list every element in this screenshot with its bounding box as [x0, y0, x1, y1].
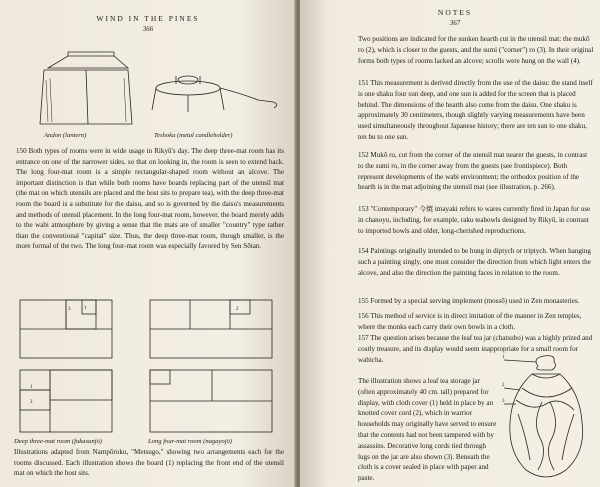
- svg-text:2: 2: [236, 307, 239, 312]
- svg-text:1: 1: [30, 385, 33, 390]
- note-150-continued: Two positions are indicated for the sunken hearth cut in the utensil mat: the mukō ro (2), which is closer to the guests, and the sumi ("corner") ro (3). In their original forms both types of rooms lacked an alcove; scrolls were hung on the wall (4).: [358, 35, 594, 65]
- left-page-number: 366: [142, 25, 154, 33]
- right-running-title: NOTES: [437, 8, 473, 17]
- svg-text:3: 3: [502, 399, 505, 404]
- jar-description: The illustration shows a leaf tea storage jar (often approximately 40 cm. tall) prepared for display, with cloth cover (1) held in place by an knotted cover cord (2), which in warrior households may originally have served to ensure that the contents had not been tampered with by assassins. Decorative long cords tied through lugs on the jar are also shown (3). Beneath the cloth is a cover sealed in place with paper and paste.: [358, 377, 497, 483]
- right-page-number: 367: [449, 19, 461, 27]
- right-page: [300, 0, 600, 487]
- left-main-text: 150 Both types of rooms were in wide usage in Rikyū's day. The deep three-mat room has its entrance on one of the narrower sides, so that on looking in, the room is seen to extend back. The long four-mat room is a simple rectangular-shaped room without an alcove. The important distinction is that while both rooms have boards replacing part of the utensil mat (the mat on which utensils are placed and the host sits to prepare tea), with the deep three-mat room the board is a substitute for the daisu, and so is governed by the daisu's measurements and methods of utensil placement. In the long four-mat room, however, the board merely adds to the wabi atmosphere by giving a sense that the mats are of smaller "country" type rather than the conventional "capital" size. Thus, the deep three-mat room, though smaller, is the more formal of the two. The long four-mat room was especially favored by Sen Sōtan.: [16, 147, 284, 251]
- note-157: 157 The question arises because the leaf tea jar (chatsubo) was a highly prized and costly treasure, and its display would seem inappropriate for a small room for wabicha.: [358, 334, 593, 364]
- svg-text:2: 2: [30, 400, 33, 405]
- svg-text:3: 3: [68, 307, 71, 312]
- svg-text:1: 1: [84, 306, 87, 311]
- svg-text:1: 1: [502, 355, 505, 360]
- candleholder-caption: Teshoku (metal candleholder): [154, 132, 233, 139]
- note-156: 156 This method of service is in direct imitation of the manner in Zen temples, where the monks each carry their own bowls in a cloth.: [358, 312, 582, 331]
- tea-jar-illustration: [502, 352, 592, 482]
- note-152: 152 Mukō ro, cut from the corner of the utensil mat nearer the guests, in contrast to the sumi ro, in the corner away from the guests (see frontispiece). Both represent developments of the wabi environment; the orthodox position of the hearth is in the mat adjoining the utensil mat (see illustration, p. 266).: [358, 151, 588, 192]
- left-page: [0, 0, 296, 487]
- room-diagram-deep-1: [20, 300, 116, 362]
- deep-room-caption: Deep three-mat room (fukasanjō): [14, 438, 102, 445]
- left-running-title: WIND IN THE PINES: [96, 14, 200, 23]
- illustration-note: Illustrations adapted from Nampōroku, "Metsugo," showing two arrangements each for the rooms discussed. Each illustration shows the board (1) replacing the front end of the utensil mat on which the host sits.: [14, 448, 284, 478]
- note-154: 154 Paintings originally intended to be hung in diptych or triptych. When hanging such a painting singly, one must consider the direction from which light enters the alcove, and also the direction the painting faces in relation to the room.: [358, 247, 591, 277]
- room-diagram-deep-2: [20, 370, 116, 436]
- candleholder-illustration: [148, 66, 288, 136]
- room-diagram-long-2: [150, 370, 276, 436]
- note-151: 151 This measurement is derived directly from the use of the daisu: the stand itself is one shaku four sun deep, and one sun is added for the screen that is placed behind. The dimensions of the hearth also come from the daisu. One shaku is approximately 30 centimeters, though slightly varying measurements have been used simultaneously throughout Japanese history; there are ten sun to one shaku, ten bu to one sun.: [358, 79, 593, 141]
- svg-text:2: 2: [502, 383, 505, 388]
- room-diagram-long-1: [150, 300, 276, 362]
- note-153: 153 "Contemporary" 今焼 imayaki refers to wares currently fired in Japan for use in chanoyu, including, for example, raku teabowls designed by Rikyū, in contrast to imported bowls and older, long-cherished reproductions.: [358, 205, 591, 235]
- note-155: 155 Formed by a special serving implement (mossō) used in Zen monasteries.: [358, 297, 580, 305]
- lantern-caption: Andon (lantern): [44, 132, 87, 139]
- long-room-caption: Long four-mat room (nagayojō): [148, 438, 233, 445]
- lantern-illustration: [28, 50, 138, 130]
